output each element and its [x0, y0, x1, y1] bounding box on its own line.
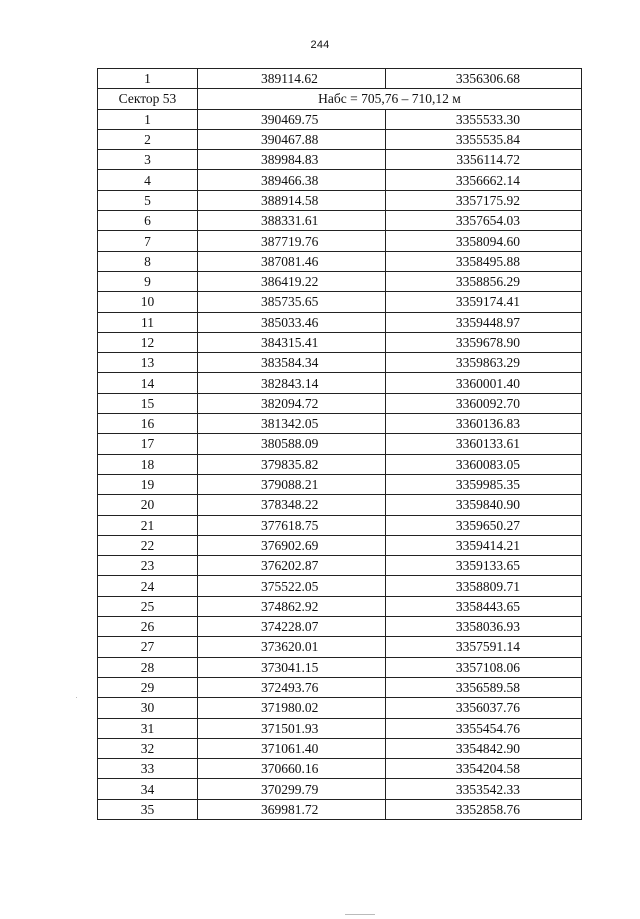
point-number: 6 — [98, 211, 198, 231]
y-coordinate: 3360133.61 — [386, 434, 582, 454]
point-number: 9 — [98, 271, 198, 291]
table-row — [98, 718, 582, 738]
point-number: 28 — [98, 657, 198, 677]
x-coordinate: 371980.02 — [198, 698, 386, 718]
table-row — [98, 799, 582, 819]
table-row — [98, 434, 582, 454]
table-row — [98, 677, 582, 697]
x-coordinate: 375522.05 — [198, 576, 386, 596]
x-coordinate: 373620.01 — [198, 637, 386, 657]
y-coordinate: 3357175.92 — [386, 190, 582, 210]
point-number: 13 — [98, 353, 198, 373]
point-number: 8 — [98, 251, 198, 271]
table-row — [98, 738, 582, 758]
table-row — [98, 617, 582, 637]
table-row — [98, 759, 582, 779]
y-coordinate: 3359985.35 — [386, 474, 582, 494]
sector-label: Сектор 53 — [98, 89, 198, 109]
y-coordinate: 3359840.90 — [386, 495, 582, 515]
y-coordinate: 3356037.76 — [386, 698, 582, 718]
table-row — [98, 69, 582, 89]
x-coordinate: 387719.76 — [198, 231, 386, 251]
page-number: 244 — [310, 39, 330, 51]
x-coordinate: 376202.87 — [198, 556, 386, 576]
table-row — [98, 515, 582, 535]
table-row — [98, 474, 582, 494]
table-row — [98, 231, 582, 251]
table-row — [98, 170, 582, 190]
x-coordinate: 376902.69 — [198, 535, 386, 555]
table-row — [98, 109, 582, 129]
y-coordinate: 3359133.65 — [386, 556, 582, 576]
point-number: 2 — [98, 129, 198, 149]
y-coordinate: 3359174.41 — [386, 292, 582, 312]
table-row — [98, 535, 582, 555]
y-coordinate: 3355533.30 — [386, 109, 582, 129]
point-number: 17 — [98, 434, 198, 454]
y-coordinate: 3356589.58 — [386, 677, 582, 697]
x-coordinate: 380588.09 — [198, 434, 386, 454]
table-row — [98, 576, 582, 596]
y-coordinate: 3352858.76 — [386, 799, 582, 819]
point-number: 27 — [98, 637, 198, 657]
point-number: 21 — [98, 515, 198, 535]
x-coordinate: 379088.21 — [198, 474, 386, 494]
x-coordinate: 384315.41 — [198, 332, 386, 352]
x-coordinate: 382843.14 — [198, 373, 386, 393]
table-row — [98, 312, 582, 332]
point-number: 16 — [98, 414, 198, 434]
point-number: 3 — [98, 150, 198, 170]
y-coordinate: 3360092.70 — [386, 393, 582, 413]
x-coordinate: 370660.16 — [198, 759, 386, 779]
point-number: 31 — [98, 718, 198, 738]
sector-height-range: Набс = 705,76 – 710,12 м — [198, 89, 582, 109]
y-coordinate: 3356662.14 — [386, 170, 582, 190]
x-coordinate: 379835.82 — [198, 454, 386, 474]
table-row — [98, 393, 582, 413]
table-row — [98, 779, 582, 799]
point-number: 34 — [98, 779, 198, 799]
x-coordinate: 390467.88 — [198, 129, 386, 149]
point-number: 22 — [98, 535, 198, 555]
x-coordinate: 373041.15 — [198, 657, 386, 677]
y-coordinate: 3355454.76 — [386, 718, 582, 738]
y-coordinate: 3357591.14 — [386, 637, 582, 657]
x-coordinate: 386419.22 — [198, 271, 386, 291]
x-coordinate: 372493.76 — [198, 677, 386, 697]
y-coordinate: 3357654.03 — [386, 211, 582, 231]
x-coordinate: 389114.62 — [198, 69, 386, 89]
point-number: 35 — [98, 799, 198, 819]
y-coordinate: 3355535.84 — [386, 129, 582, 149]
table-row — [98, 332, 582, 352]
table-row — [98, 190, 582, 210]
table-row — [98, 454, 582, 474]
table-row — [98, 292, 582, 312]
x-coordinate: 378348.22 — [198, 495, 386, 515]
x-coordinate: 371501.93 — [198, 718, 386, 738]
point-number: 10 — [98, 292, 198, 312]
point-number: 11 — [98, 312, 198, 332]
scan-mark-bottom — [345, 914, 375, 915]
table-row — [98, 211, 582, 231]
y-coordinate: 3358443.65 — [386, 596, 582, 616]
x-coordinate: 382094.72 — [198, 393, 386, 413]
point-number: 18 — [98, 454, 198, 474]
point-number: 25 — [98, 596, 198, 616]
table-row — [98, 251, 582, 271]
y-coordinate: 3357108.06 — [386, 657, 582, 677]
x-coordinate: 388331.61 — [198, 211, 386, 231]
x-coordinate: 381342.05 — [198, 414, 386, 434]
table-row — [98, 373, 582, 393]
y-coordinate: 3358809.71 — [386, 576, 582, 596]
x-coordinate: 374228.07 — [198, 617, 386, 637]
y-coordinate: 3360001.40 — [386, 373, 582, 393]
table-row — [98, 596, 582, 616]
y-coordinate: 3354204.58 — [386, 759, 582, 779]
table-row — [98, 698, 582, 718]
point-number: 20 — [98, 495, 198, 515]
point-number: 26 — [98, 617, 198, 637]
point-number: 29 — [98, 677, 198, 697]
table-row — [98, 556, 582, 576]
y-coordinate: 3359678.90 — [386, 332, 582, 352]
table-row — [98, 271, 582, 291]
y-coordinate: 3359414.21 — [386, 535, 582, 555]
table-row — [98, 637, 582, 657]
point-number: 7 — [98, 231, 198, 251]
point-number: 19 — [98, 474, 198, 494]
x-coordinate: 389984.83 — [198, 150, 386, 170]
x-coordinate: 385033.46 — [198, 312, 386, 332]
y-coordinate: 3354842.90 — [386, 738, 582, 758]
y-coordinate: 3358036.93 — [386, 617, 582, 637]
y-coordinate: 3356114.72 — [386, 150, 582, 170]
scan-mark-left — [76, 697, 77, 698]
table-row — [98, 414, 582, 434]
sector-header-row — [98, 89, 582, 109]
table-row — [98, 129, 582, 149]
y-coordinate: 3360083.05 — [386, 454, 582, 474]
x-coordinate: 374862.92 — [198, 596, 386, 616]
point-number: 1 — [98, 109, 198, 129]
x-coordinate: 387081.46 — [198, 251, 386, 271]
x-coordinate: 371061.40 — [198, 738, 386, 758]
point-number: 23 — [98, 556, 198, 576]
y-coordinate: 3359650.27 — [386, 515, 582, 535]
table-row — [98, 353, 582, 373]
table-row — [98, 657, 582, 677]
x-coordinate: 377618.75 — [198, 515, 386, 535]
y-coordinate: 3358094.60 — [386, 231, 582, 251]
coordinates-table — [97, 68, 582, 820]
y-coordinate: 3360136.83 — [386, 414, 582, 434]
table-row — [98, 495, 582, 515]
x-coordinate: 385735.65 — [198, 292, 386, 312]
point-number: 30 — [98, 698, 198, 718]
point-number: 15 — [98, 393, 198, 413]
y-coordinate: 3358856.29 — [386, 271, 582, 291]
y-coordinate: 3353542.33 — [386, 779, 582, 799]
point-number: 1 — [98, 69, 198, 89]
x-coordinate: 369981.72 — [198, 799, 386, 819]
y-coordinate: 3359863.29 — [386, 353, 582, 373]
y-coordinate: 3356306.68 — [386, 69, 582, 89]
x-coordinate: 370299.79 — [198, 779, 386, 799]
x-coordinate: 388914.58 — [198, 190, 386, 210]
table-row — [98, 150, 582, 170]
point-number: 5 — [98, 190, 198, 210]
point-number: 4 — [98, 170, 198, 190]
y-coordinate: 3359448.97 — [386, 312, 582, 332]
x-coordinate: 390469.75 — [198, 109, 386, 129]
point-number: 14 — [98, 373, 198, 393]
x-coordinate: 389466.38 — [198, 170, 386, 190]
point-number: 12 — [98, 332, 198, 352]
x-coordinate: 383584.34 — [198, 353, 386, 373]
point-number: 24 — [98, 576, 198, 596]
y-coordinate: 3358495.88 — [386, 251, 582, 271]
point-number: 32 — [98, 738, 198, 758]
point-number: 33 — [98, 759, 198, 779]
